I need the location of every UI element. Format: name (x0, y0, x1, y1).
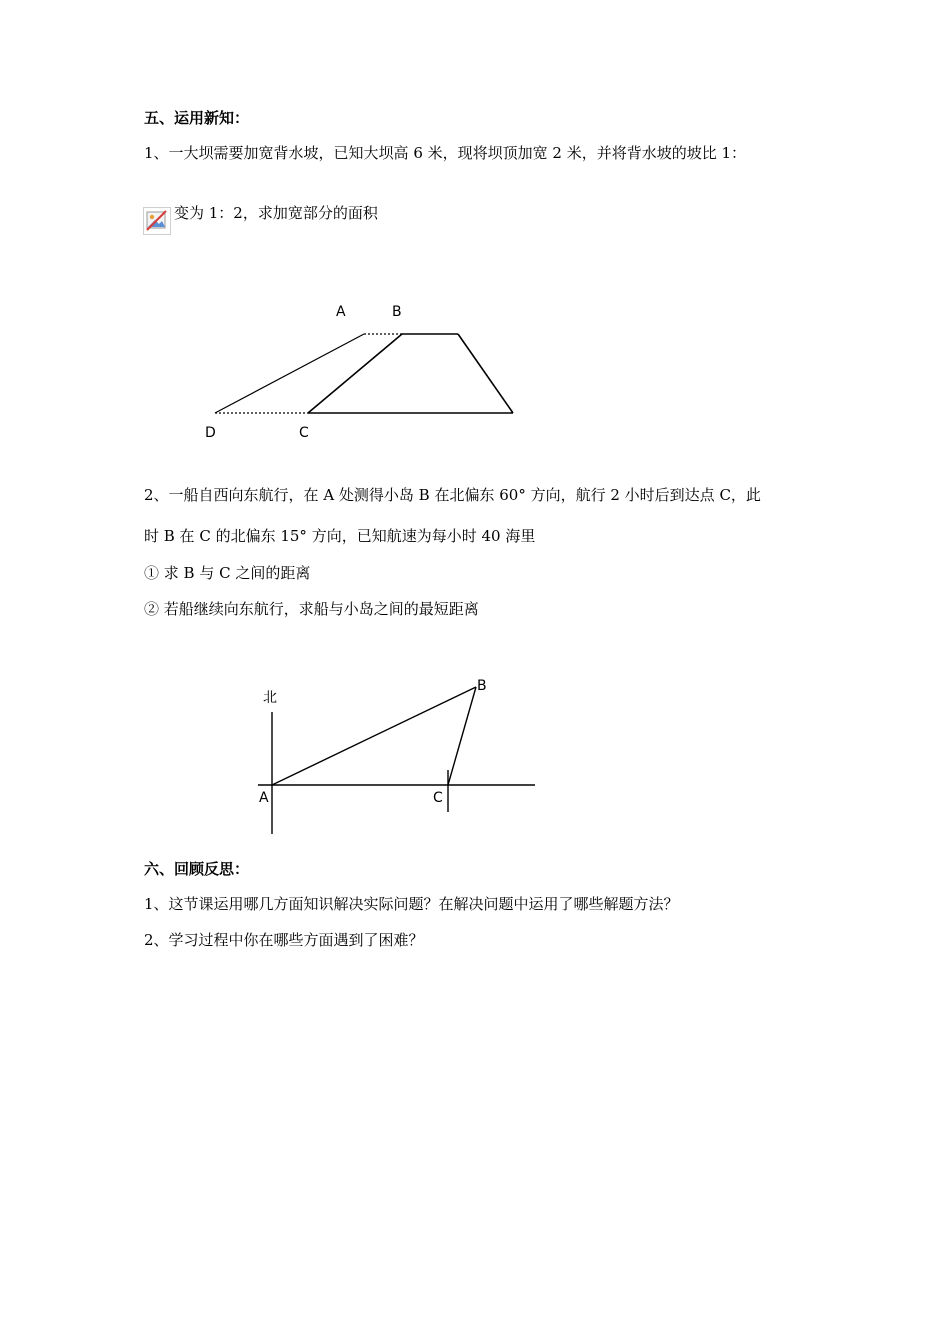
section6-heading: 六、回顾反思： (144, 860, 250, 878)
navigation-diagram (258, 687, 535, 834)
label-c2: C (433, 790, 443, 806)
question2-sub1: ① 求 B 与 C 之间的距离 (144, 564, 311, 582)
label-b2: B (477, 678, 487, 694)
question2-line1: 2、一船自西向东航行，在 A 处测得小岛 B 在北偏东 60° 方向，航行 2 小时后到达点 C，此 (144, 486, 761, 504)
widened-part (215, 334, 402, 413)
reflection-q2: 2、学习过程中你在哪些方面遇到了困难？ (144, 931, 424, 949)
dam-trapezoid (308, 334, 513, 413)
label-b: B (392, 304, 402, 320)
line-ab (272, 687, 476, 785)
label-north: 北 (263, 690, 277, 706)
line-bc (448, 687, 476, 785)
question1-line2: 变为 1：2，求加宽部分的面积 (174, 204, 378, 222)
section5-heading: 五、运用新知： (144, 109, 250, 127)
label-a2: A (259, 790, 269, 806)
reflection-q1: 1、这节课运用哪几方面知识解决实际问题？在解决问题中运用了哪些解题方法？ (144, 895, 679, 913)
label-a: A (336, 304, 346, 320)
new-slope-line (215, 334, 364, 413)
label-d: D (205, 425, 216, 441)
question1-line1: 1、一大坝需要加宽背水坡，已知大坝高 6 米，现将坝顶加宽 2 米，并将背水坡的坡比 1： (144, 144, 747, 162)
question2-line2: 时 B 在 C 的北偏东 15° 方向，已知航速为每小时 40 海里 (144, 527, 536, 545)
label-c: C (299, 425, 309, 441)
question2-sub2: ② 若船继续向东航行，求船与小岛之间的最短距离 (144, 600, 479, 618)
